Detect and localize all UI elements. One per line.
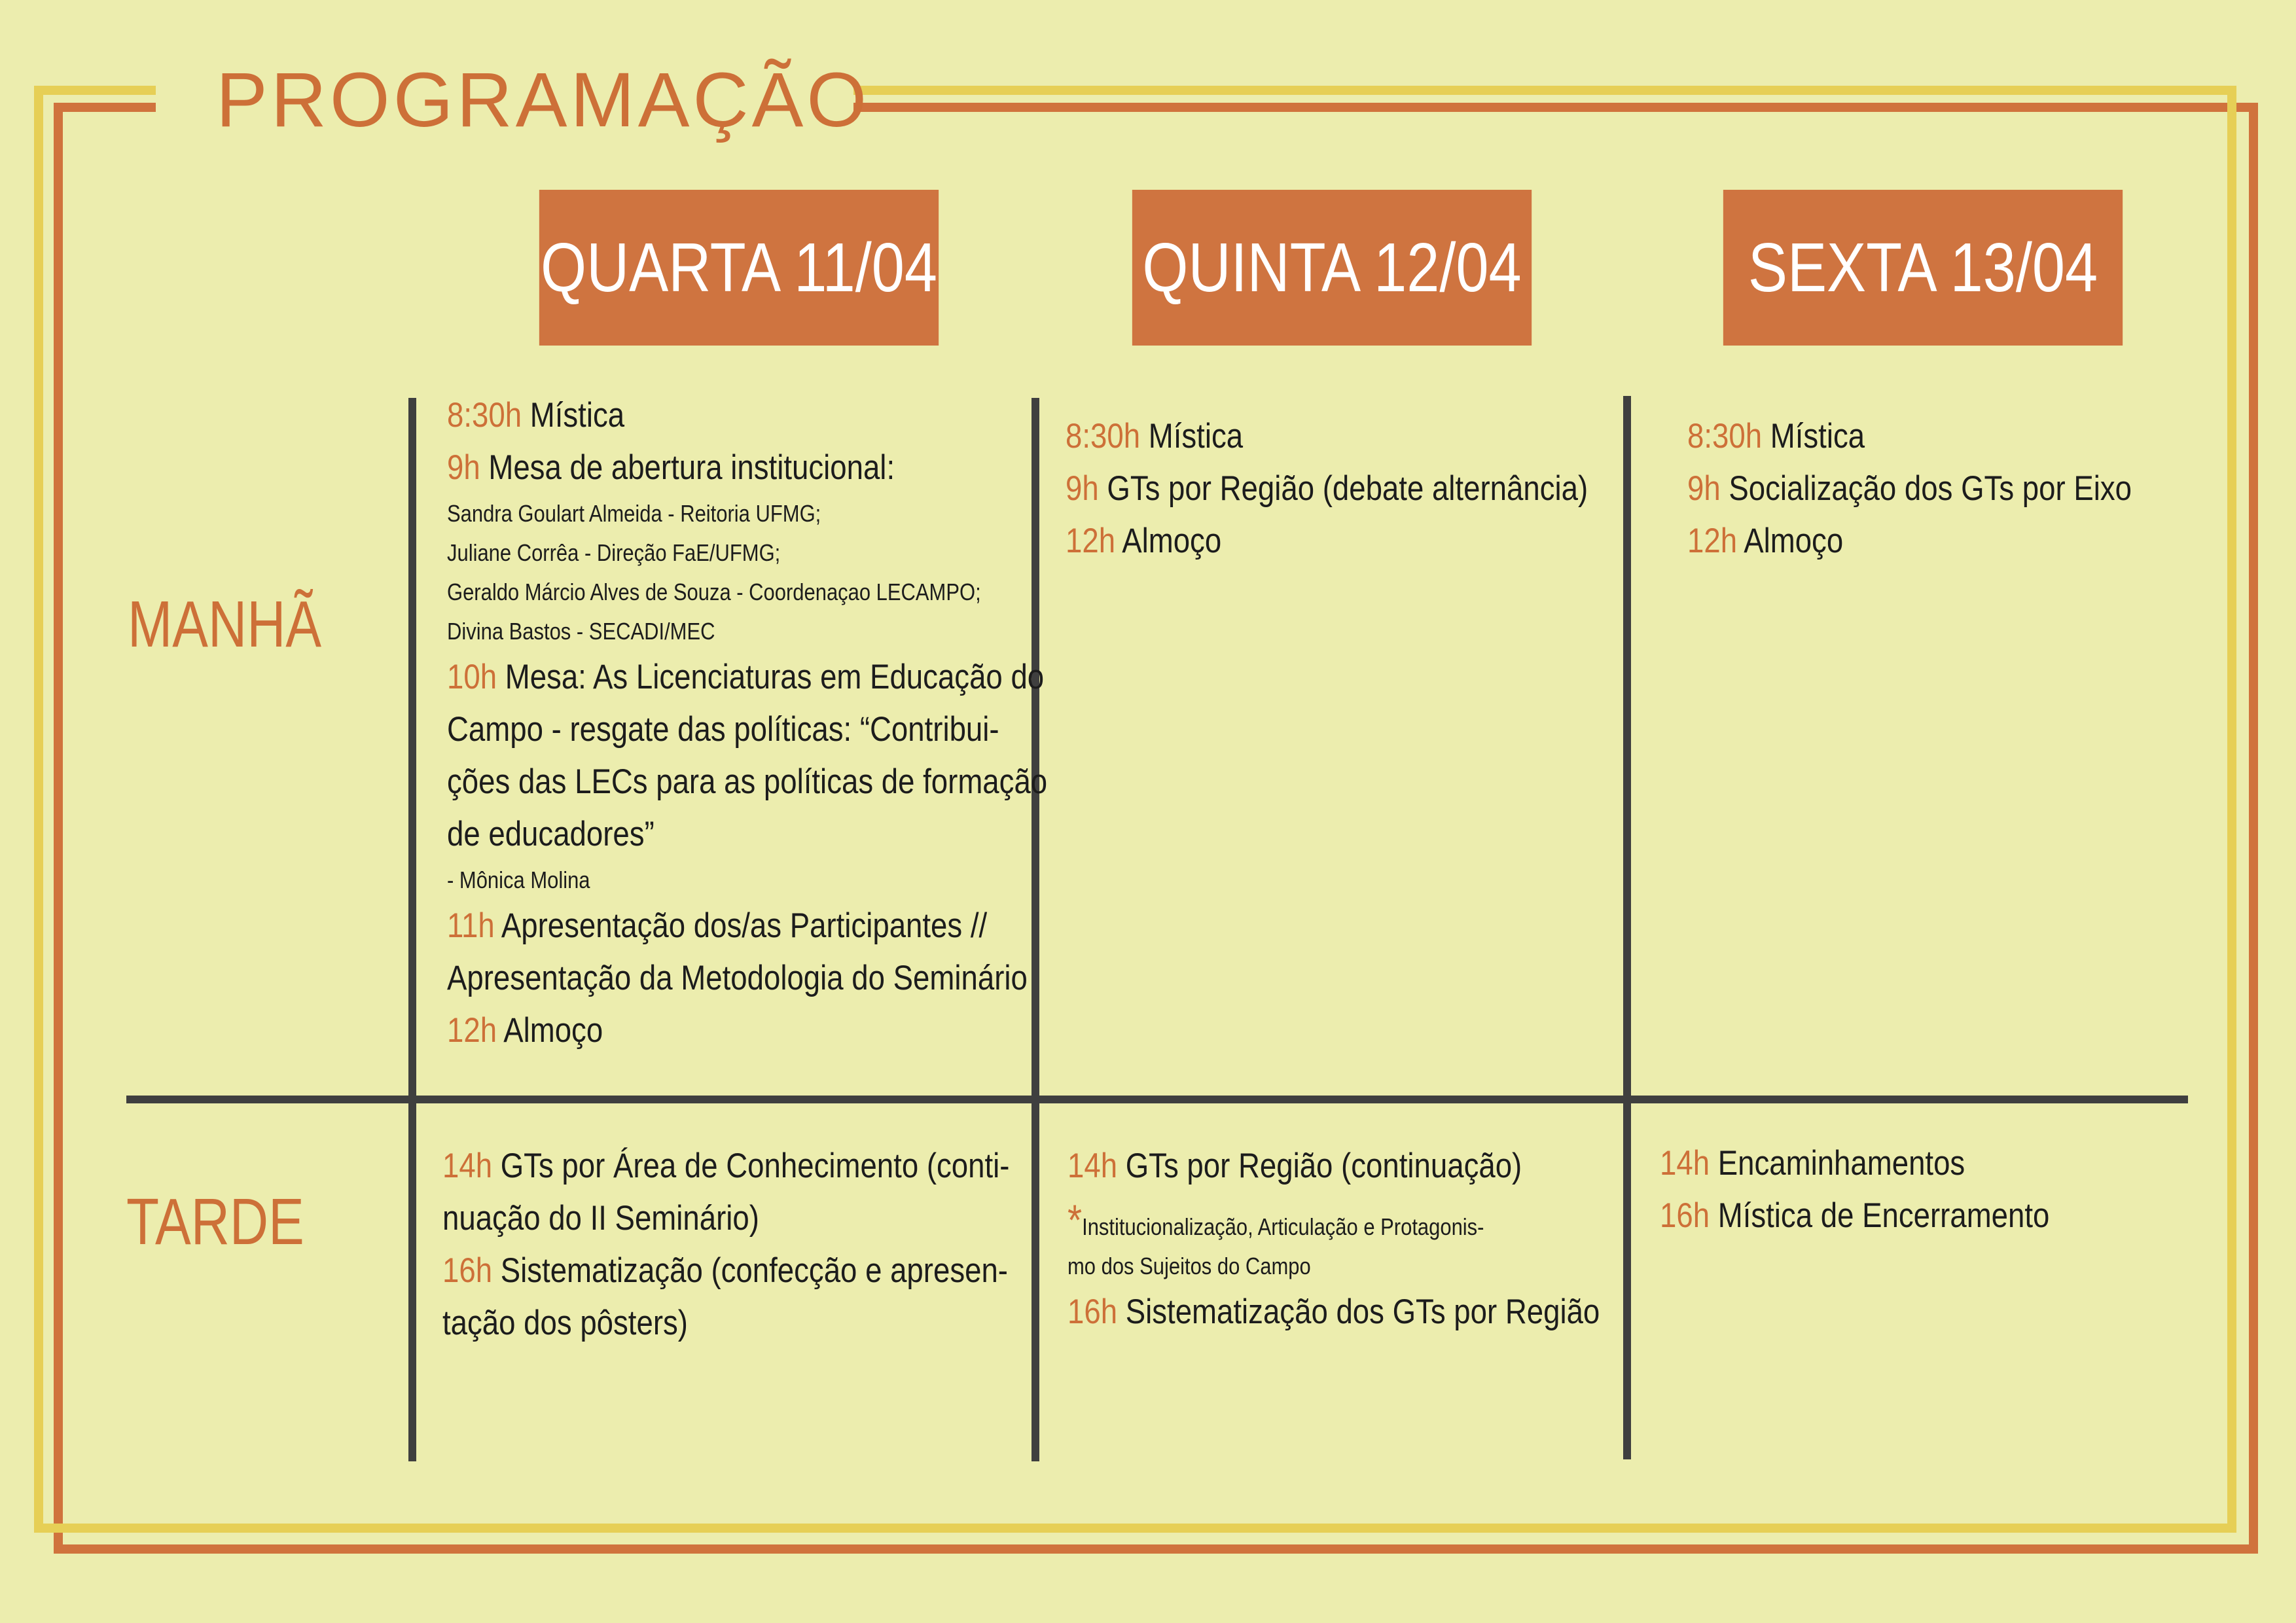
schedule-item [1660, 1137, 2049, 1190]
activity-label: Mesa: As Licenciaturas em Educação do [497, 658, 1045, 696]
time-label: 8:30h [1066, 417, 1141, 455]
activity-label: Apresentação dos/as Participantes // [494, 906, 988, 945]
schedule-item [447, 900, 1047, 952]
activity-label: Sistematização (confecção e apresen- [492, 1251, 1008, 1290]
activity-label: Mística de Encerramento [1710, 1196, 2050, 1235]
time-label: 12h [1066, 522, 1116, 560]
schedule-item [442, 1140, 1009, 1192]
time-label: 8:30h [447, 396, 522, 435]
schedule-item [1067, 1140, 1600, 1192]
schedule-item [1066, 410, 1588, 463]
activity-label: Mística [522, 396, 625, 435]
page-title: PROGRAMAÇÃO [216, 57, 870, 143]
day-header-quinta: QUINTA 12/04 [1132, 190, 1532, 346]
time-label: 14h [1067, 1147, 1118, 1185]
activity-label: GTs por Região (continuação) [1117, 1147, 1522, 1185]
schedule-item [1687, 515, 2132, 567]
asterisk-mark: * [1067, 1196, 1083, 1244]
schedule-quinta-afternoon [1067, 1140, 1687, 1338]
activity-label: Almoço [1115, 522, 1222, 560]
schedule-item [1067, 1286, 1600, 1338]
schedule-sexta-morning [1687, 410, 2204, 567]
time-label: 16h [442, 1251, 493, 1290]
note-line [1067, 1196, 1600, 1247]
activity-label: Mística [1140, 417, 1244, 455]
activity-continuation: Apresentação da Metodologia do Seminário [447, 959, 1028, 997]
time-label: 9h [1687, 469, 1721, 508]
period-divider [126, 1096, 2188, 1103]
time-label: 8:30h [1687, 417, 1763, 455]
time-label: 9h [1066, 469, 1099, 508]
speaker-line: Divina Bastos - SECADI/MEC [447, 618, 715, 645]
time-label: 10h [447, 658, 497, 696]
period-label-morning: MANHÃ [128, 588, 322, 661]
time-label: 12h [447, 1011, 497, 1050]
activity-label: GTs por Área de Conhecimento (conti- [492, 1147, 1010, 1185]
schedule-quarta-morning [447, 389, 1145, 1057]
activity-label: Encaminhamentos [1710, 1144, 1965, 1183]
activity-label: Almoço [1737, 522, 1844, 560]
activity-label: Mística [1762, 417, 1865, 455]
activity-label: Mesa de abertura institucional: [480, 448, 895, 487]
time-label: 16h [1067, 1293, 1118, 1331]
day-header-sexta: SEXTA 13/04 [1723, 190, 2123, 346]
activity-label: GTs por Região (debate alternância) [1098, 469, 1588, 508]
schedule-quarta-afternoon [442, 1140, 1102, 1349]
schedule-item [447, 389, 1047, 442]
schedule-item [447, 651, 1047, 704]
activity-label: Sistematização dos GTs por Região [1117, 1293, 1600, 1331]
schedule-item [447, 442, 1047, 494]
note-line: mo dos Sujeitos do Campo [1067, 1253, 1311, 1279]
note-text: Institucionalização, Articulação e Protagonis- [1082, 1213, 1484, 1240]
schedule-quinta-morning [1066, 410, 1673, 567]
activity-label: Almoço [497, 1011, 603, 1050]
time-label: 16h [1660, 1196, 1710, 1235]
schedule-sexta-afternoon [1660, 1137, 2113, 1242]
schedule-item [1660, 1190, 2049, 1242]
activity-continuation: tação dos pôsters) [442, 1304, 688, 1342]
schedule-item [447, 1005, 1047, 1057]
time-label: 9h [447, 448, 480, 487]
period-label-afternoon: TARDE [126, 1185, 304, 1258]
time-label: 12h [1687, 522, 1738, 560]
activity-continuation: Campo - resgate das políticas: “Contribui- [447, 710, 999, 749]
time-label: 14h [442, 1147, 493, 1185]
speaker-line: Geraldo Márcio Alves de Souza - Coordenaçao LECAMPO; [447, 579, 981, 605]
speaker-line: Sandra Goulart Almeida - Reitoria UFMG; [447, 500, 821, 527]
activity-continuation: de educadores” [447, 815, 655, 853]
schedule-item [1066, 463, 1588, 515]
speaker-line: - Mônica Molina [447, 866, 590, 893]
time-label: 14h [1660, 1144, 1710, 1183]
activity-label: Socialização dos GTs por Eixo [1720, 469, 2132, 508]
schedule-item [1687, 463, 2132, 515]
activity-continuation: nuação do II Seminário) [442, 1199, 759, 1238]
schedule-item [442, 1245, 1009, 1297]
activity-continuation: ções das LECs para as políticas de formação [447, 762, 1048, 801]
schedule-item [1066, 515, 1588, 567]
column-divider-1 [408, 398, 416, 1461]
speaker-line: Juliane Corrêa - Direção FaE/UFMG; [447, 539, 781, 566]
day-header-quarta: QUARTA 11/04 [539, 190, 939, 346]
schedule-item [1687, 410, 2132, 463]
time-label: 11h [447, 906, 495, 945]
